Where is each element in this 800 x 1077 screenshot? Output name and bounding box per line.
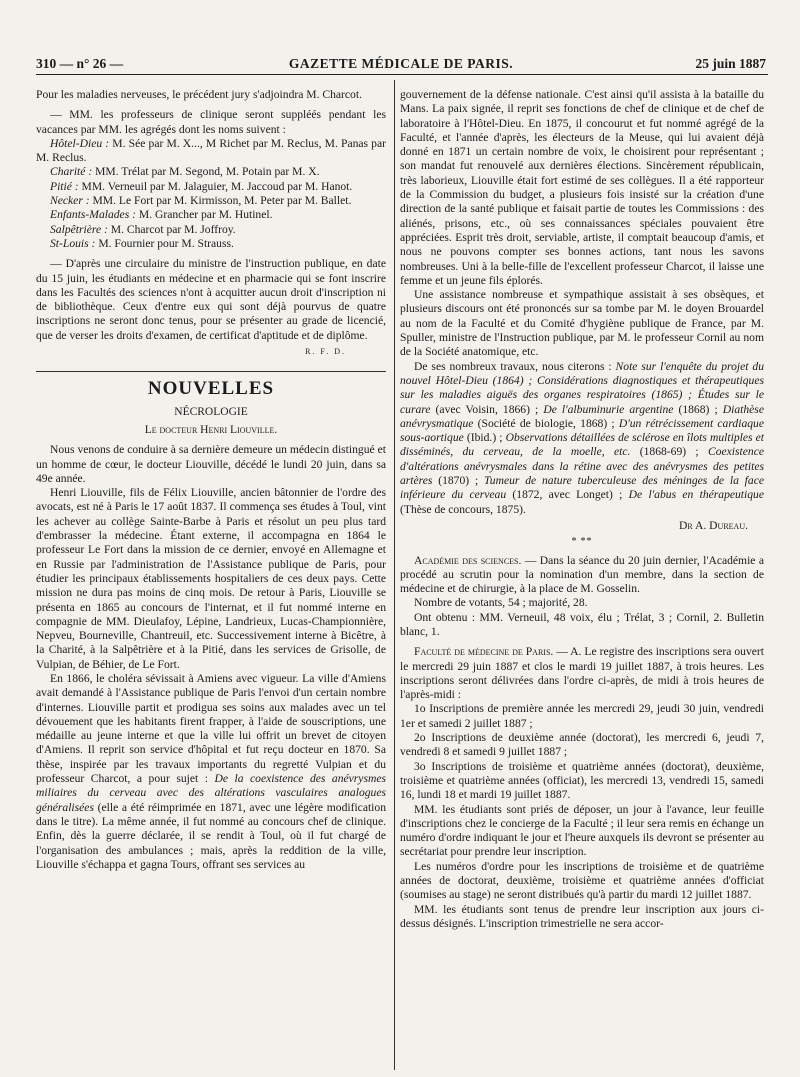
subsection-title: NÉCROLOGIE (174, 405, 248, 418)
paragraph: — MM. les professeurs de clinique seront suppléés pendant les vacances par MM. les agrégés dont les noms suivent : (36, 108, 386, 136)
header-rule (36, 74, 768, 75)
hospital-entry: Hôtel-Dieu : M. Sée par M. X..., M Richet par M. Reclus, M. Panas par M. Reclus. (36, 136, 386, 165)
paragraph: En 1866, le choléra sévissait à Amiens avec vigueur. La ville d'Amiens avait demandé à l'Assistance publique de Paris l'envoi d'un certain nombre d'internes. Liouville partit et prodigua ses soins aux malades avec un tel dévouement que les habitants firent frapper, à l'aide de souscriptions, une médaille au jeune interne et que la ville lui offrit un brevet de citoyen d'Amiens. Il reprit son service d'hôpital et fut reçu docteur en 1870. Sa thèse, inspirée par les travaux importants du regretté Vulpian et du professeur Charcot, a pour sujet : De la coexistence des anévrysmes miliaires du cerveau avec des altérations vasculaires analogues généralisées (elle a été réimprimée en 1871, avec une légère modification dans le titre). La même année, il fut nommé au concours chef de clinique. Enfin, dès la guerre déclarée, il se rendit à Toul, où il fut chargé de l'organisation des ambulances ; mais, après la reddition de la ville, Liouville s'échappa et gagna Tours, offrant ses services au (36, 671, 386, 871)
hospital-entry: Salpêtrière : M. Charcot par M. Joffroy. (50, 222, 236, 236)
hospital-entry: Enfants-Malades : M. Grancher par M. Hutinel. (50, 208, 273, 222)
paragraph: — D'après une circulaire du ministre de l'instruction publique, en date du 15 juin, les étudiants en médecine et en pharmacie qui se font inscrire dans les Facultés des sciences n'ont à acquitter aucun droit d'inscription ni de bibliothèque. Ceux d'entre eux qui sont déjà pourvus de quatre inscriptions ne seront donc tenus, pour se présenter au grade de licencié, que de verser les droits d'examen, de certificat d'aptitude et de diplôme. (36, 257, 386, 342)
paragraph: Faculté de médecine de Paris. — A. Le registre des inscriptions sera ouvert le mercredi 29 juin 1887 et clos le mardi 19 juillet 1887, à trois heures. Les inscriptions seront délivrées dans l'ordre ci-après, de midi à trois heures de l'après-midi : (400, 645, 764, 702)
hospital-entry: St-Louis : M. Fournier pour M. Strauss. (50, 236, 234, 250)
paragraph: MM. les étudiants sont priés de déposer, un jour à l'avance, leur feuille d'inscriptions chez le concierge de la Faculté ; il leur sera remis en échange un numéro d'ordre indiquant le jour et l'heure auxquels ils devront se présenter au secrétariat pour prendre leur inscription. (400, 802, 764, 859)
asterism: * ** (571, 536, 593, 548)
works-list: De ses nombreux travaux, nous citerons : Note sur l'enquête du projet du nouvel Hôtel-Dieu (1864) ; Considérations diagnostiques et thérapeutiques sur les maladies aiguës des organes respiratoires (1865) ; Études sur le curare (avec Voisin, 1866) ; De l'albuminurie argentine (1868) ; Diathèse anévrysmatique (Société de biologie, 1868) ; D'un rétrécissement cardiaque sous-aortique (Ibid.) ; Observations détaillées de sclérose en îlots multiples et disséminés, du cerveau, de la moelle, etc. (1868-69) ; Coexistence d'altérations anévrysmales dans la rétine avec des anévrysmes des petites artères (1870) ; Tumeur de nature tuberculeuse des méninges de la face inférieure du cerveau (1872, avec Longet) ; De l'abus en thérapeutique (Thèse de concours, 1875). (400, 359, 765, 516)
paragraph: Henri Liouville, fils de Félix Liouville, ancien bâtonnier de l'ordre des avocats, est né à Paris le 17 août 1837. Il commença ses études à Toul, vint les achever au collège Sainte-Barbe à Paris et résolut un peu plus tard d'embrasser la médecine. Étant externe, il accompagna en 1864 le professeur Le Fort dans la mission de ce dernier, envoyé en Allemagne et en Russie par l'administration de l'Assistance publique de Paris, pour étudier les principaux établissements hospitaliers de ces deux pays. Cette mission ne dura pas moins de cinq mois. De retour à Paris, Liouville se présenta en 1865 au concours de l'internat, et il fut nommé interne en compagnie de MM. Dieulafoy, Lépine, Landrieux, Lucas-Championnière, Nepveu, Bourneville, Chantreuil, etc. Successivement interne à Bicêtre, à la Charité, à la Salpêtrière et à la Pitié, dans les services de Grisolle, de Vulpian, de Béhier, de Le Fort. (36, 486, 386, 671)
page-header (36, 54, 766, 76)
paragraph: MM. les étudiants sont tenus de prendre leur inscription aux jours ci-dessus désignés. L'inscription trimestrielle ne sera accor- (400, 902, 764, 930)
journal-title: GAZETTE MÉDICALE DE PARIS. (288, 56, 514, 71)
paragraph: Ont obtenu : MM. Verneuil, 48 voix, élu ; Trélat, 3 ; Cornil, 2. Bulletin blanc, 1. (400, 610, 764, 638)
hospital-entry: Pitié : MM. Verneuil par M. Jalaguier, M. Jaccoud par M. Hanot. (50, 179, 353, 193)
left-column (36, 88, 386, 872)
list-item: 1o Inscriptions de première année les mercredi 29, jeudi 30 juin, vendredi 1er et samedi 2 juillet 1887 ; (400, 702, 764, 730)
issue-date: 25 juin 1887 (695, 56, 766, 71)
column-divider (394, 80, 395, 1070)
paragraph: Nous venons de conduire à sa dernière demeure un médecin distingué et un homme de cœur, le docteur Liouville, décédé le lundi 20 juin, dans sa 49e année. (36, 443, 386, 485)
list-item: 2o Inscriptions de deuxième année (doctorat), les mercredi 6, jeudi 7, vendredi 8 et samedi 9 juillet 1887 ; (400, 731, 764, 759)
section-title: NOUVELLES (147, 378, 275, 400)
paragraph: Académie des sciences. — Dans la séance du 20 juin dernier, l'Académie a procédé au scrutin pour la nomination d'un membre, dans la section de médecine et de chirurgie, à la place de M. Gosselin. (400, 553, 764, 596)
paragraph: gouvernement de la défense nationale. C'est ainsi qu'il assista à la bataille du Mans. La paix signée, il reprit ses fonctions de chef de clinique et de chef de laboratoire à l'Hôtel-Dieu. En 1875, il concourut et fut nommé agrégé de la Faculté, et l'année d'après, les électeurs de la Meuse, qui lui avaient déjà donné en 1871 un certain nombre de voix, le choisirent pour représentant ; son mandat fut renouvelé aux dernières élections. Sincèrement républicain, très laborieux, Liouville était fort estimé de ses collègues. Il a été rapporteur de la Commission du budget, a plusieurs fois insisté sur la création d'une direction de la santé publique et faisait partie de toutes les Commissions : des aliénés, prisons, etc., où ses connaissances spéciales pouvaient être appréciées. Esprit très droit, serviable, artiste, il comptait beaucoup d'amis, et nous ne pouvons compter ses bonnes actions, tant nous les savons nombreuses. Uni à la belle-fille de l'excellent professeur Charcot, il laisse une femme et un jeune fils éplorés. (400, 88, 764, 287)
hospital-entry: Charité : MM. Trélat par M. Segond, M. Potain par M. X. (50, 165, 320, 179)
author-signature: Dr A. Dureau. (679, 518, 748, 532)
hospital-entry: Necker : MM. Le Fort par M. Kirmisson, M. Peter par M. Ballet. (50, 194, 352, 208)
paragraph: Pour les maladies nerveuses, le précédent jury s'adjoindra M. Charcot. (36, 88, 362, 101)
list-item: 3o Inscriptions de troisième et quatrième années (doctorat), deuxième, troisième et quatrième années (officiat), les mercredi 13, vendredi 15, samedi 16, lundi 18 et mardi 19 juillet 1887. (400, 759, 764, 802)
paragraph: Nombre de votants, 54 ; majorité, 28. (414, 596, 588, 610)
paragraph: Une assistance nombreuse et sympathique assistait à ses obsèques, et plusieurs discours ont été prononcés sur sa tombe par M. le doyen Brouardel au nom de la Faculté et du Comité d'hygiène publique de France, par M. Spuller, ministre de l'Instruction publique, par M. le professeur Cornil au nom de la Société anatomique, etc. (400, 288, 764, 359)
obituary-heading: Le docteur Henri Liouville. (144, 423, 278, 436)
initials: R. F. D. (305, 347, 346, 357)
page-number: 310 — n° 26 — (36, 56, 124, 71)
section-divider (36, 371, 386, 372)
right-column (400, 88, 764, 931)
paragraph: Les numéros d'ordre pour les inscriptions de troisième et de quatrième années de doctorat, deuxième, troisième et quatrième années d'officiat (soumises au stage) ne seront distribués qu'à partir du mardi 12 juillet 1887. (400, 859, 764, 902)
